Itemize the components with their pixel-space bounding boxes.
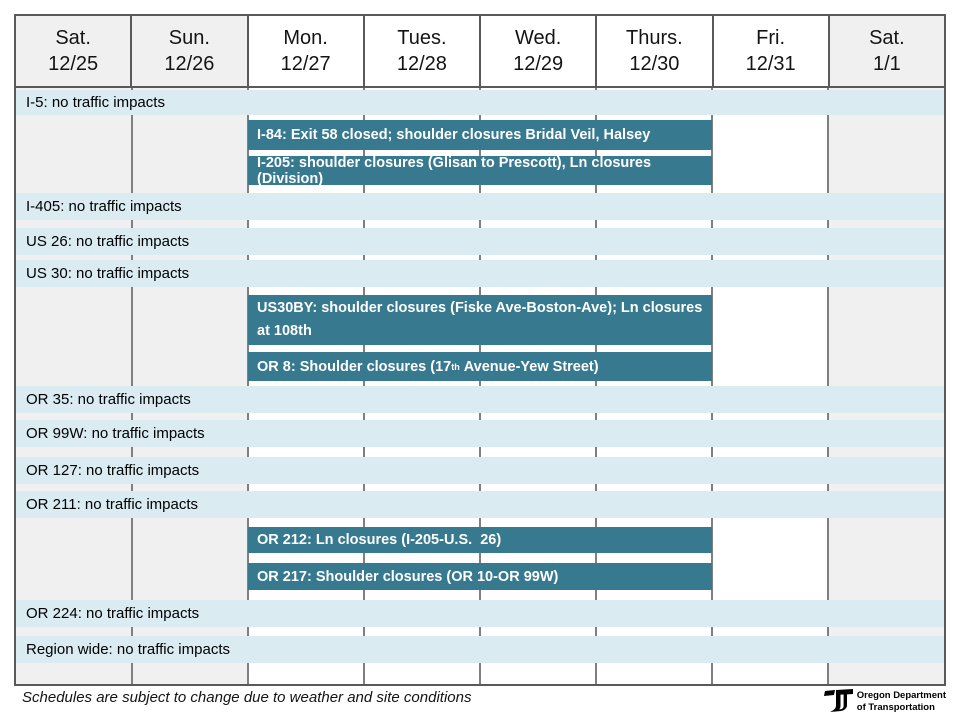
bar-or212-closure: OR 212: Ln closures (I-205-U.S. 26): [248, 527, 712, 553]
bar-or8-closure: OR 8: Shoulder closures (17 th Avenue-Yew Street): [248, 352, 712, 381]
day-name: Sat.: [55, 26, 91, 49]
odot-logo-text: [857, 690, 946, 713]
day-name: Thurs.: [626, 26, 683, 49]
bar-or217-closure: OR 217: Shoulder closures (OR 10-OR 99W): [248, 563, 712, 590]
odot-logo-line2: of Transportation: [856, 701, 935, 713]
day-header-sun-1226: [132, 16, 248, 86]
day-header-fri-1231: [714, 16, 830, 86]
schedule-body: [16, 88, 944, 684]
bar-i84-closure: I-84: Exit 58 closed; shoulder closures Bridal Veil, Halsey: [248, 120, 712, 150]
bar-or35-no-impact: OR 35: no traffic impacts: [16, 386, 944, 413]
day-date: 12/29: [513, 53, 564, 75]
odot-logo-icon: [824, 685, 854, 718]
odot-logo-line1: Oregon Department: [856, 690, 946, 702]
bar-or127-no-impact: OR 127: no traffic impacts: [16, 457, 944, 484]
schedule-disclaimer-note: Schedules are subject to change due to weather and site conditions: [22, 689, 472, 706]
bar-i5-no-impact: I-5: no traffic impacts: [16, 90, 944, 115]
day-name: Wed.: [514, 26, 562, 49]
bar-i405-no-impact: I-405: no traffic impacts: [16, 193, 944, 220]
bar-us30-no-impact: US 30: no traffic impacts: [16, 260, 944, 287]
bar-or224-no-impact: OR 224: no traffic impacts: [16, 600, 944, 627]
or8-label-end: Avenue-Yew Street): [459, 358, 599, 375]
day-date: 12/31: [745, 53, 796, 75]
bar-or211-no-impact: OR 211: no traffic impacts: [16, 491, 944, 518]
schedule-table: [14, 14, 946, 686]
day-header-thurs-1230: [597, 16, 713, 86]
day-name: Tues.: [397, 26, 447, 49]
day-name: Sun.: [168, 26, 210, 49]
day-header-mon-1227: [249, 16, 365, 86]
day-header-tues-1228: [365, 16, 481, 86]
bar-region-wide-no-impact: Region wide: no traffic impacts: [16, 636, 944, 663]
bar-i205-closure: I-205: shoulder closures (Glisan to Prescott), Ln closures (Division): [248, 156, 712, 185]
day-date: 12/27: [280, 53, 331, 75]
bar-us26-no-impact: US 26: no traffic impacts: [16, 228, 944, 255]
day-header-sat-11: [830, 16, 944, 86]
day-date: 1/1: [872, 53, 901, 75]
day-name: Mon.: [283, 26, 328, 49]
day-date: 12/26: [164, 53, 215, 75]
bar-or99w-no-impact: OR 99W: no traffic impacts: [16, 420, 944, 447]
or8-label-start: OR 8: Shoulder closures (17: [257, 358, 452, 375]
day-date: 12/28: [396, 53, 447, 75]
day-date: 12/25: [48, 53, 99, 75]
day-date: 12/30: [629, 53, 680, 75]
day-name: Fri.: [756, 26, 786, 49]
day-name: Sat.: [869, 26, 905, 49]
day-header-sat-1225: [16, 16, 132, 86]
odot-logo: [824, 685, 946, 718]
bar-us30by-closure: US30BY: shoulder closures (Fiske Ave-Boston-Ave); Ln closures at 108th: [248, 295, 712, 345]
day-header-wed-1229: [481, 16, 597, 86]
header-row: [16, 16, 944, 88]
